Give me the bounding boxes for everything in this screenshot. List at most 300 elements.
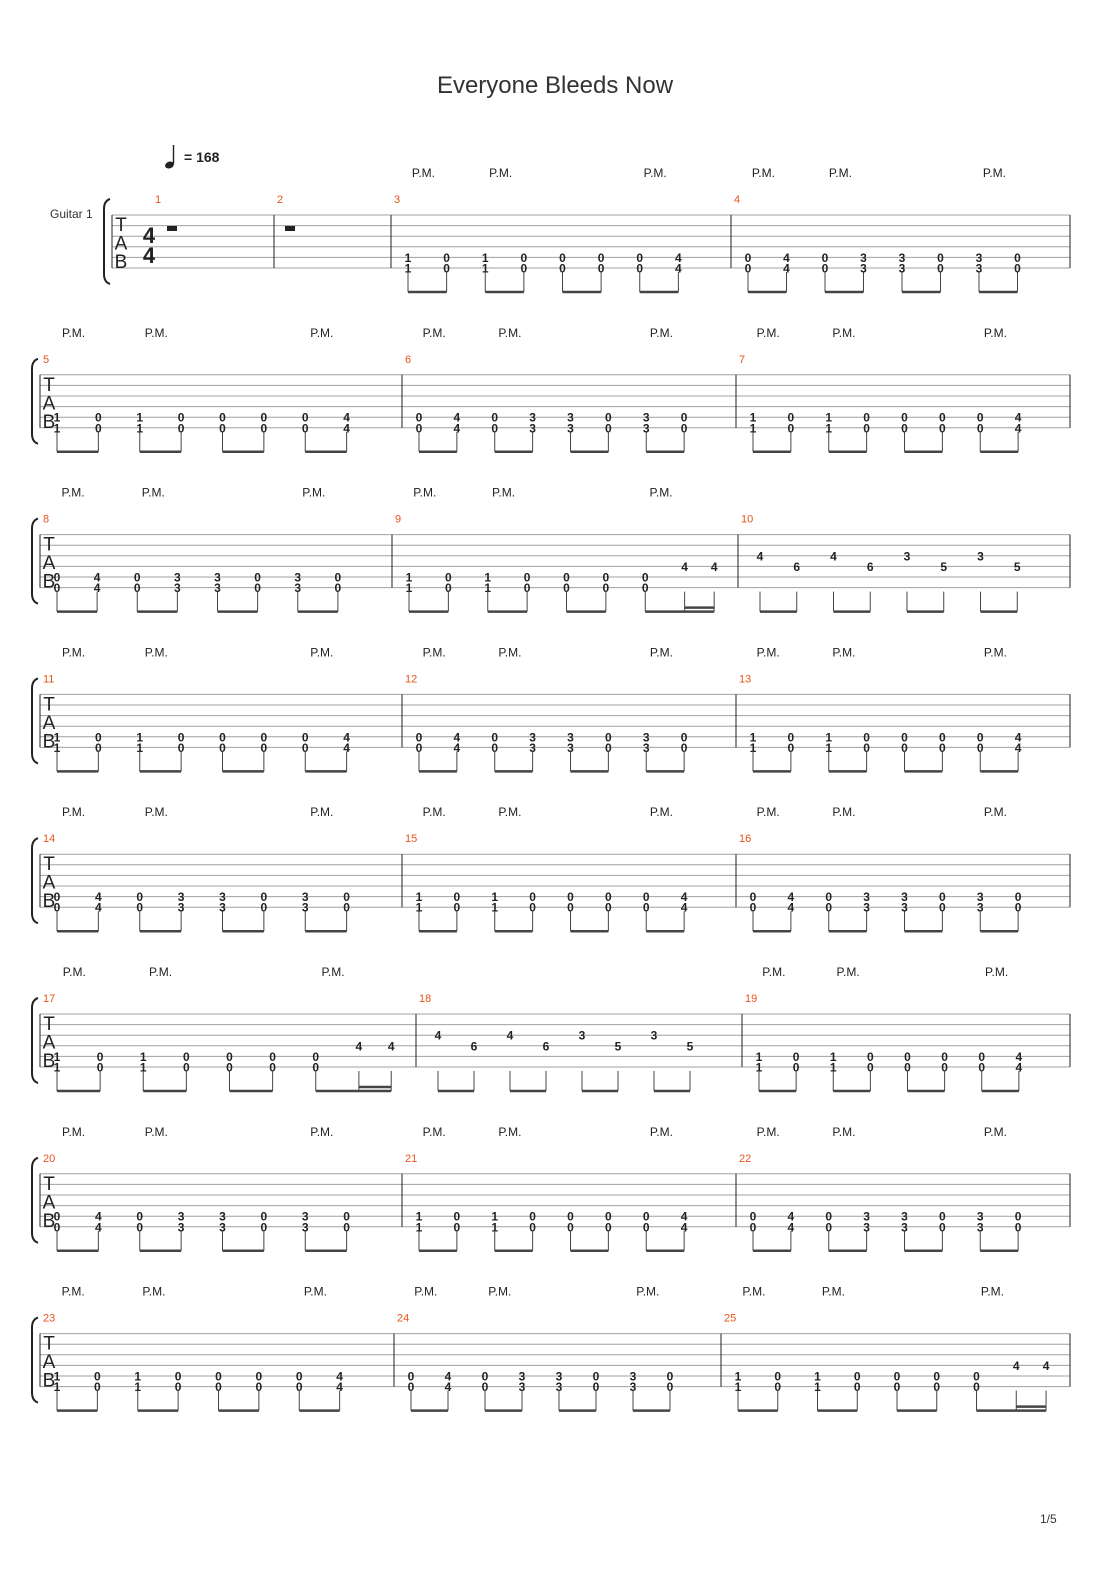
fret-number: 3 bbox=[642, 421, 650, 436]
fret-number: 1 bbox=[825, 421, 833, 436]
fret-number: 0 bbox=[567, 890, 574, 905]
tab-system bbox=[104, 166, 1070, 292]
fret-number: 1 bbox=[829, 1060, 837, 1075]
palm-mute-marker: P.M. bbox=[144, 805, 168, 820]
fret-number: 1 bbox=[415, 890, 423, 905]
palm-mute-marker: P.M. bbox=[61, 325, 86, 340]
fret-number: 0 bbox=[680, 410, 688, 425]
fret-number: 0 bbox=[792, 1060, 800, 1075]
fret-number: 4 bbox=[343, 740, 350, 755]
tab-clef-letter: B bbox=[42, 891, 56, 913]
fret-number: 0 bbox=[1014, 1220, 1022, 1235]
fret-number: 0 bbox=[901, 730, 908, 745]
fret-number: 0 bbox=[269, 1049, 276, 1064]
fret-number: 1 bbox=[136, 421, 144, 436]
fret-number: 0 bbox=[260, 900, 268, 915]
fret-number: 5 bbox=[614, 1039, 622, 1054]
fret-number: 4 bbox=[756, 549, 764, 564]
fret-number: 6 bbox=[542, 1039, 550, 1054]
fret-number: 1 bbox=[415, 900, 423, 915]
fret-number: 4 bbox=[1014, 410, 1022, 425]
fret-number: 0 bbox=[567, 1209, 574, 1224]
fret-number: 4 bbox=[93, 581, 101, 596]
palm-mute-marker: P.M. bbox=[649, 645, 673, 660]
fret-number: 0 bbox=[343, 1220, 350, 1235]
fret-number: 0 bbox=[602, 581, 610, 596]
fret-number: 0 bbox=[1014, 250, 1021, 265]
tab-clef-letter: T bbox=[43, 534, 55, 556]
fret-number: 3 bbox=[975, 250, 983, 265]
fret-number: 4 bbox=[387, 1039, 395, 1054]
palm-mute-marker: P.M. bbox=[762, 965, 786, 979]
fret-number: 3 bbox=[976, 900, 984, 915]
fret-number: 4 bbox=[1012, 1358, 1020, 1373]
fret-number: 0 bbox=[774, 1380, 782, 1395]
fret-number: 0 bbox=[343, 900, 350, 915]
fret-number: 3 bbox=[898, 261, 906, 276]
palm-mute-marker: P.M. bbox=[756, 325, 780, 340]
measure-number: 10 bbox=[741, 513, 754, 526]
fret-number: 3 bbox=[567, 410, 574, 425]
fret-number: 0 bbox=[976, 740, 984, 755]
fret-number: 6 bbox=[793, 559, 801, 574]
fret-number: 0 bbox=[445, 581, 452, 596]
fret-number: 1 bbox=[825, 730, 833, 745]
fret-number: 0 bbox=[787, 421, 795, 436]
fret-number: 3 bbox=[174, 581, 181, 596]
fret-number: 1 bbox=[749, 421, 757, 436]
fret-number: 0 bbox=[53, 570, 61, 585]
fret-number: 4 bbox=[1014, 421, 1022, 436]
fret-number: 0 bbox=[443, 250, 450, 265]
fret-number: 0 bbox=[597, 250, 605, 265]
palm-mute-marker: P.M. bbox=[498, 1124, 522, 1139]
fret-number: 0 bbox=[260, 1209, 268, 1224]
fret-number: 0 bbox=[520, 250, 528, 265]
fret-number: 0 bbox=[183, 1049, 190, 1064]
fret-number: 0 bbox=[312, 1060, 320, 1075]
fret-number: 1 bbox=[53, 421, 61, 436]
fret-number: 0 bbox=[605, 730, 612, 745]
fret-number: 0 bbox=[226, 1049, 233, 1064]
fret-number: 3 bbox=[898, 250, 906, 265]
tab-clef-letter: B bbox=[42, 571, 56, 593]
fret-number: 3 bbox=[901, 1220, 908, 1235]
fret-number: 0 bbox=[174, 1380, 182, 1395]
fret-number: 0 bbox=[1014, 261, 1021, 276]
tab-system bbox=[32, 965, 1070, 1091]
page-number: 1/5 bbox=[1040, 1512, 1057, 1526]
fret-number: 4 bbox=[343, 410, 350, 425]
measure-number: 14 bbox=[43, 833, 56, 846]
fret-number: 0 bbox=[937, 261, 944, 276]
fret-number: 0 bbox=[96, 1060, 104, 1075]
fret-number: 1 bbox=[491, 900, 499, 915]
fret-number: 0 bbox=[602, 570, 610, 585]
fret-number: 0 bbox=[901, 740, 908, 755]
measure-number: 23 bbox=[43, 1312, 56, 1325]
measure-number: 2 bbox=[277, 194, 284, 206]
fret-number: 4 bbox=[1015, 1049, 1023, 1064]
fret-number: 0 bbox=[901, 421, 908, 436]
fret-number: 0 bbox=[978, 1049, 986, 1064]
fret-number: 0 bbox=[491, 730, 499, 745]
fret-number: 4 bbox=[336, 1369, 343, 1384]
fret-number: 0 bbox=[666, 1380, 674, 1395]
fret-number: 4 bbox=[680, 1209, 688, 1224]
fret-number: 0 bbox=[744, 261, 752, 276]
fret-number: 1 bbox=[53, 1060, 61, 1075]
tab-system bbox=[32, 645, 1070, 771]
fret-number: 0 bbox=[863, 740, 870, 755]
fret-number: 4 bbox=[355, 1039, 363, 1054]
fret-number: 0 bbox=[295, 1369, 303, 1384]
measure-number: 7 bbox=[739, 353, 746, 366]
palm-mute-marker: P.M. bbox=[498, 645, 522, 660]
fret-number: 3 bbox=[555, 1369, 563, 1384]
fret-number: 0 bbox=[334, 570, 342, 585]
fret-number: 0 bbox=[177, 410, 185, 425]
fret-number: 0 bbox=[933, 1380, 941, 1395]
fret-number: 0 bbox=[792, 1049, 800, 1064]
fret-number: 1 bbox=[825, 740, 833, 755]
fret-number: 0 bbox=[901, 410, 908, 425]
fret-number: 0 bbox=[680, 421, 688, 436]
fret-number: 3 bbox=[177, 1209, 185, 1224]
measure-number: 3 bbox=[394, 194, 401, 206]
fret-number: 0 bbox=[592, 1380, 600, 1395]
fret-number: 0 bbox=[939, 900, 946, 915]
system-bracket bbox=[32, 1318, 38, 1403]
fret-number: 3 bbox=[177, 1220, 185, 1235]
fret-number: 0 bbox=[904, 1049, 911, 1064]
fret-number: 0 bbox=[642, 1209, 650, 1224]
fret-number: 0 bbox=[787, 740, 795, 755]
palm-mute-marker: P.M. bbox=[488, 1284, 512, 1299]
fret-number: 0 bbox=[605, 421, 612, 436]
fret-number: 4 bbox=[787, 900, 795, 915]
measure-number: 6 bbox=[405, 353, 412, 366]
palm-mute-marker: P.M. bbox=[832, 645, 856, 660]
fret-number: 3 bbox=[529, 730, 536, 745]
palm-mute-marker: P.M. bbox=[832, 325, 856, 340]
palm-mute-marker: P.M. bbox=[742, 1284, 766, 1299]
fret-number: 0 bbox=[453, 900, 461, 915]
fret-number: 0 bbox=[260, 410, 268, 425]
fret-number: 0 bbox=[641, 570, 649, 585]
system-bracket bbox=[32, 1158, 38, 1243]
fret-number: 0 bbox=[343, 890, 350, 905]
fret-number: 0 bbox=[529, 1220, 536, 1235]
half-rest bbox=[167, 226, 177, 231]
palm-mute-marker: P.M. bbox=[142, 1284, 166, 1299]
palm-mute-marker: P.M. bbox=[649, 1124, 673, 1139]
palm-mute-marker: P.M. bbox=[982, 166, 1006, 180]
fret-number: 0 bbox=[96, 1049, 104, 1064]
fret-number: 3 bbox=[863, 890, 870, 905]
fret-number: 3 bbox=[529, 740, 536, 755]
fret-number: 4 bbox=[680, 900, 688, 915]
palm-mute-marker: P.M. bbox=[148, 965, 173, 979]
palm-mute-marker: P.M. bbox=[144, 645, 168, 660]
palm-mute-marker: P.M. bbox=[144, 325, 168, 340]
fret-number: 0 bbox=[597, 261, 605, 276]
fret-number: 0 bbox=[567, 1220, 574, 1235]
fret-number: 0 bbox=[941, 1060, 948, 1075]
tab-clef-letter: T bbox=[43, 694, 55, 716]
fret-number: 1 bbox=[491, 890, 499, 905]
fret-number: 1 bbox=[814, 1369, 821, 1384]
tab-clef-letter: B bbox=[42, 411, 56, 433]
fret-number: 0 bbox=[415, 421, 423, 436]
tab-clef-letter: B bbox=[42, 1210, 56, 1232]
fret-number: 3 bbox=[860, 250, 867, 265]
fret-number: 3 bbox=[567, 740, 574, 755]
fret-number: 0 bbox=[136, 1220, 144, 1235]
fret-number: 4 bbox=[830, 549, 837, 564]
fret-number: 0 bbox=[749, 890, 757, 905]
fret-number: 0 bbox=[312, 1049, 320, 1064]
measure-number: 18 bbox=[419, 993, 432, 1005]
fret-number: 3 bbox=[529, 410, 536, 425]
measure-number: 12 bbox=[405, 673, 418, 686]
fret-number: 0 bbox=[605, 410, 612, 425]
fret-number: 0 bbox=[133, 581, 141, 596]
fret-number: 5 bbox=[1013, 559, 1021, 574]
tab-clef-letter: A bbox=[42, 872, 56, 894]
measure-number: 25 bbox=[724, 1312, 737, 1325]
fret-number: 1 bbox=[415, 1220, 423, 1235]
fret-number: 5 bbox=[686, 1039, 694, 1054]
fret-number: 0 bbox=[219, 421, 226, 436]
fret-number: 3 bbox=[977, 549, 984, 564]
palm-mute-marker: P.M. bbox=[321, 965, 345, 979]
fret-number: 1 bbox=[53, 410, 61, 425]
fret-number: 0 bbox=[825, 1220, 833, 1235]
measure-number: 20 bbox=[43, 1152, 56, 1165]
fret-number: 0 bbox=[749, 1220, 757, 1235]
fret-number: 0 bbox=[136, 890, 144, 905]
fret-number: 0 bbox=[605, 900, 612, 915]
measure-number: 24 bbox=[397, 1312, 410, 1325]
measure-number: 9 bbox=[395, 513, 402, 526]
measure-number: 15 bbox=[405, 833, 418, 846]
fret-number: 4 bbox=[453, 421, 461, 436]
palm-mute-marker: P.M. bbox=[61, 645, 86, 660]
palm-mute-marker: P.M. bbox=[422, 1124, 446, 1139]
fret-number: 0 bbox=[415, 740, 423, 755]
system-bracket bbox=[32, 359, 38, 444]
tab-clef-letter: B bbox=[42, 731, 56, 753]
fret-number: 0 bbox=[1014, 1209, 1022, 1224]
fret-number: 0 bbox=[443, 261, 450, 276]
fret-number: 3 bbox=[567, 421, 574, 436]
fret-number: 0 bbox=[559, 250, 566, 265]
fret-number: 1 bbox=[749, 410, 757, 425]
fret-number: 0 bbox=[563, 570, 570, 585]
fret-number: 0 bbox=[978, 1060, 986, 1075]
fret-number: 1 bbox=[405, 570, 413, 585]
fret-number: 4 bbox=[444, 1380, 452, 1395]
palm-mute-marker: P.M. bbox=[636, 1284, 660, 1299]
fret-number: 0 bbox=[529, 890, 536, 905]
fret-number: 4 bbox=[95, 900, 102, 915]
fret-number: 1 bbox=[404, 250, 412, 265]
fret-number: 0 bbox=[334, 581, 342, 596]
fret-number: 0 bbox=[53, 900, 61, 915]
fret-number: 3 bbox=[578, 1028, 586, 1043]
measure-number: 8 bbox=[43, 513, 50, 526]
tab-clef-letter: T bbox=[115, 215, 127, 236]
palm-mute-marker: P.M. bbox=[983, 645, 1007, 660]
palm-mute-marker: P.M. bbox=[983, 805, 1007, 820]
palm-mute-marker: P.M. bbox=[422, 325, 446, 340]
fret-number: 1 bbox=[734, 1369, 742, 1384]
fret-number: 0 bbox=[136, 1209, 144, 1224]
fret-number: 3 bbox=[219, 890, 226, 905]
tab-clef-letter: T bbox=[43, 1173, 55, 1195]
fret-number: 0 bbox=[407, 1369, 415, 1384]
fret-number: 4 bbox=[787, 1220, 795, 1235]
palm-mute-marker: P.M. bbox=[489, 166, 513, 180]
fret-number: 3 bbox=[518, 1380, 526, 1395]
fret-number: 0 bbox=[453, 890, 461, 905]
fret-number: 3 bbox=[901, 890, 908, 905]
fret-number: 1 bbox=[734, 1380, 742, 1395]
fret-number: 0 bbox=[939, 740, 946, 755]
fret-number: 6 bbox=[470, 1039, 478, 1054]
measure-number: 16 bbox=[739, 833, 752, 846]
fret-number: 3 bbox=[975, 261, 983, 276]
fret-number: 3 bbox=[567, 730, 574, 745]
fret-number: 4 bbox=[675, 250, 682, 265]
tab-system bbox=[32, 486, 1070, 612]
fret-number: 3 bbox=[518, 1369, 526, 1384]
fret-number: 3 bbox=[976, 1209, 984, 1224]
fret-number: 0 bbox=[491, 410, 499, 425]
palm-mute-marker: P.M. bbox=[310, 1124, 334, 1139]
fret-number: 4 bbox=[1015, 1060, 1023, 1075]
fret-number: 0 bbox=[774, 1369, 782, 1384]
palm-mute-marker: P.M. bbox=[649, 485, 673, 500]
fret-number: 1 bbox=[136, 730, 144, 745]
fret-number: 4 bbox=[453, 410, 461, 425]
fret-number: 0 bbox=[226, 1060, 233, 1075]
fret-number: 0 bbox=[177, 421, 185, 436]
fret-number: 0 bbox=[642, 900, 650, 915]
fret-number: 4 bbox=[506, 1028, 514, 1043]
palm-mute-marker: P.M. bbox=[310, 805, 334, 820]
tab-clef-letter: A bbox=[42, 553, 56, 575]
fret-number: 1 bbox=[134, 1380, 142, 1395]
fret-number: 0 bbox=[976, 410, 984, 425]
track-name: Guitar 1 bbox=[50, 207, 93, 221]
fret-number: 3 bbox=[976, 1220, 984, 1235]
palm-mute-marker: P.M. bbox=[310, 645, 334, 660]
palm-mute-marker: P.M. bbox=[756, 645, 780, 660]
palm-mute-marker: P.M. bbox=[62, 965, 86, 979]
palm-mute-marker: P.M. bbox=[821, 1284, 845, 1299]
palm-mute-marker: P.M. bbox=[751, 166, 775, 180]
fret-number: 0 bbox=[529, 1209, 536, 1224]
measure-number: 4 bbox=[734, 194, 741, 206]
fret-number: 0 bbox=[605, 890, 612, 905]
palm-mute-marker: P.M. bbox=[832, 805, 856, 820]
fret-number: 0 bbox=[863, 421, 870, 436]
time-signature-bottom: 4 bbox=[142, 243, 156, 268]
fret-number: 0 bbox=[666, 1369, 674, 1384]
fret-number: 1 bbox=[755, 1060, 763, 1075]
fret-number: 3 bbox=[650, 1028, 658, 1043]
fret-number: 3 bbox=[294, 581, 302, 596]
tab-system bbox=[32, 1285, 1070, 1411]
fret-number: 4 bbox=[453, 730, 461, 745]
fret-number: 0 bbox=[53, 1220, 61, 1235]
fret-number: 0 bbox=[939, 890, 946, 905]
fret-number: 0 bbox=[825, 1209, 833, 1224]
fret-number: 0 bbox=[941, 1049, 948, 1064]
palm-mute-marker: P.M. bbox=[498, 805, 522, 820]
fret-number: 4 bbox=[787, 890, 795, 905]
fret-number: 3 bbox=[863, 1220, 870, 1235]
fret-number: 0 bbox=[680, 740, 688, 755]
palm-mute-marker: P.M. bbox=[422, 645, 446, 660]
fret-number: 1 bbox=[136, 740, 144, 755]
tab-clef-letter: T bbox=[43, 1014, 55, 1035]
fret-number: 5 bbox=[940, 559, 948, 574]
fret-number: 0 bbox=[177, 740, 185, 755]
fret-number: 0 bbox=[215, 1369, 222, 1384]
fret-number: 0 bbox=[94, 1380, 101, 1395]
fret-number: 0 bbox=[254, 581, 261, 596]
system-bracket bbox=[32, 519, 38, 604]
fret-number: 0 bbox=[260, 890, 268, 905]
palm-mute-marker: P.M. bbox=[832, 1124, 856, 1139]
tab-clef-letter: A bbox=[42, 1192, 56, 1214]
half-rest bbox=[285, 226, 295, 231]
palm-mute-marker: P.M. bbox=[498, 325, 522, 340]
fret-number: 0 bbox=[95, 730, 102, 745]
measure-number: 5 bbox=[43, 353, 50, 366]
tab-clef-letter: A bbox=[42, 1032, 56, 1054]
fret-number: 4 bbox=[681, 559, 688, 574]
fret-number: 0 bbox=[523, 570, 531, 585]
system-bracket bbox=[104, 199, 110, 284]
fret-number: 4 bbox=[680, 890, 688, 905]
palm-mute-marker: P.M. bbox=[985, 965, 1009, 979]
fret-number: 1 bbox=[481, 250, 489, 265]
fret-number: 4 bbox=[1042, 1358, 1050, 1373]
palm-mute-marker: P.M. bbox=[756, 805, 780, 820]
fret-number: 0 bbox=[853, 1380, 861, 1395]
tab-clef-letter: T bbox=[43, 1333, 55, 1355]
fret-number: 4 bbox=[675, 261, 682, 276]
fret-number: 3 bbox=[629, 1369, 637, 1384]
fret-number: 3 bbox=[301, 890, 309, 905]
fret-number: 0 bbox=[523, 581, 531, 596]
fret-number: 0 bbox=[636, 250, 644, 265]
measure-number: 13 bbox=[739, 673, 752, 686]
fret-number: 0 bbox=[973, 1380, 980, 1395]
fret-number: 0 bbox=[219, 740, 226, 755]
fret-number: 0 bbox=[260, 740, 268, 755]
fret-number: 0 bbox=[219, 730, 226, 745]
fret-number: 0 bbox=[260, 421, 268, 436]
fret-number: 0 bbox=[976, 730, 984, 745]
fret-number: 3 bbox=[214, 581, 221, 596]
palm-mute-marker: P.M. bbox=[302, 485, 326, 500]
fret-number: 4 bbox=[453, 740, 461, 755]
